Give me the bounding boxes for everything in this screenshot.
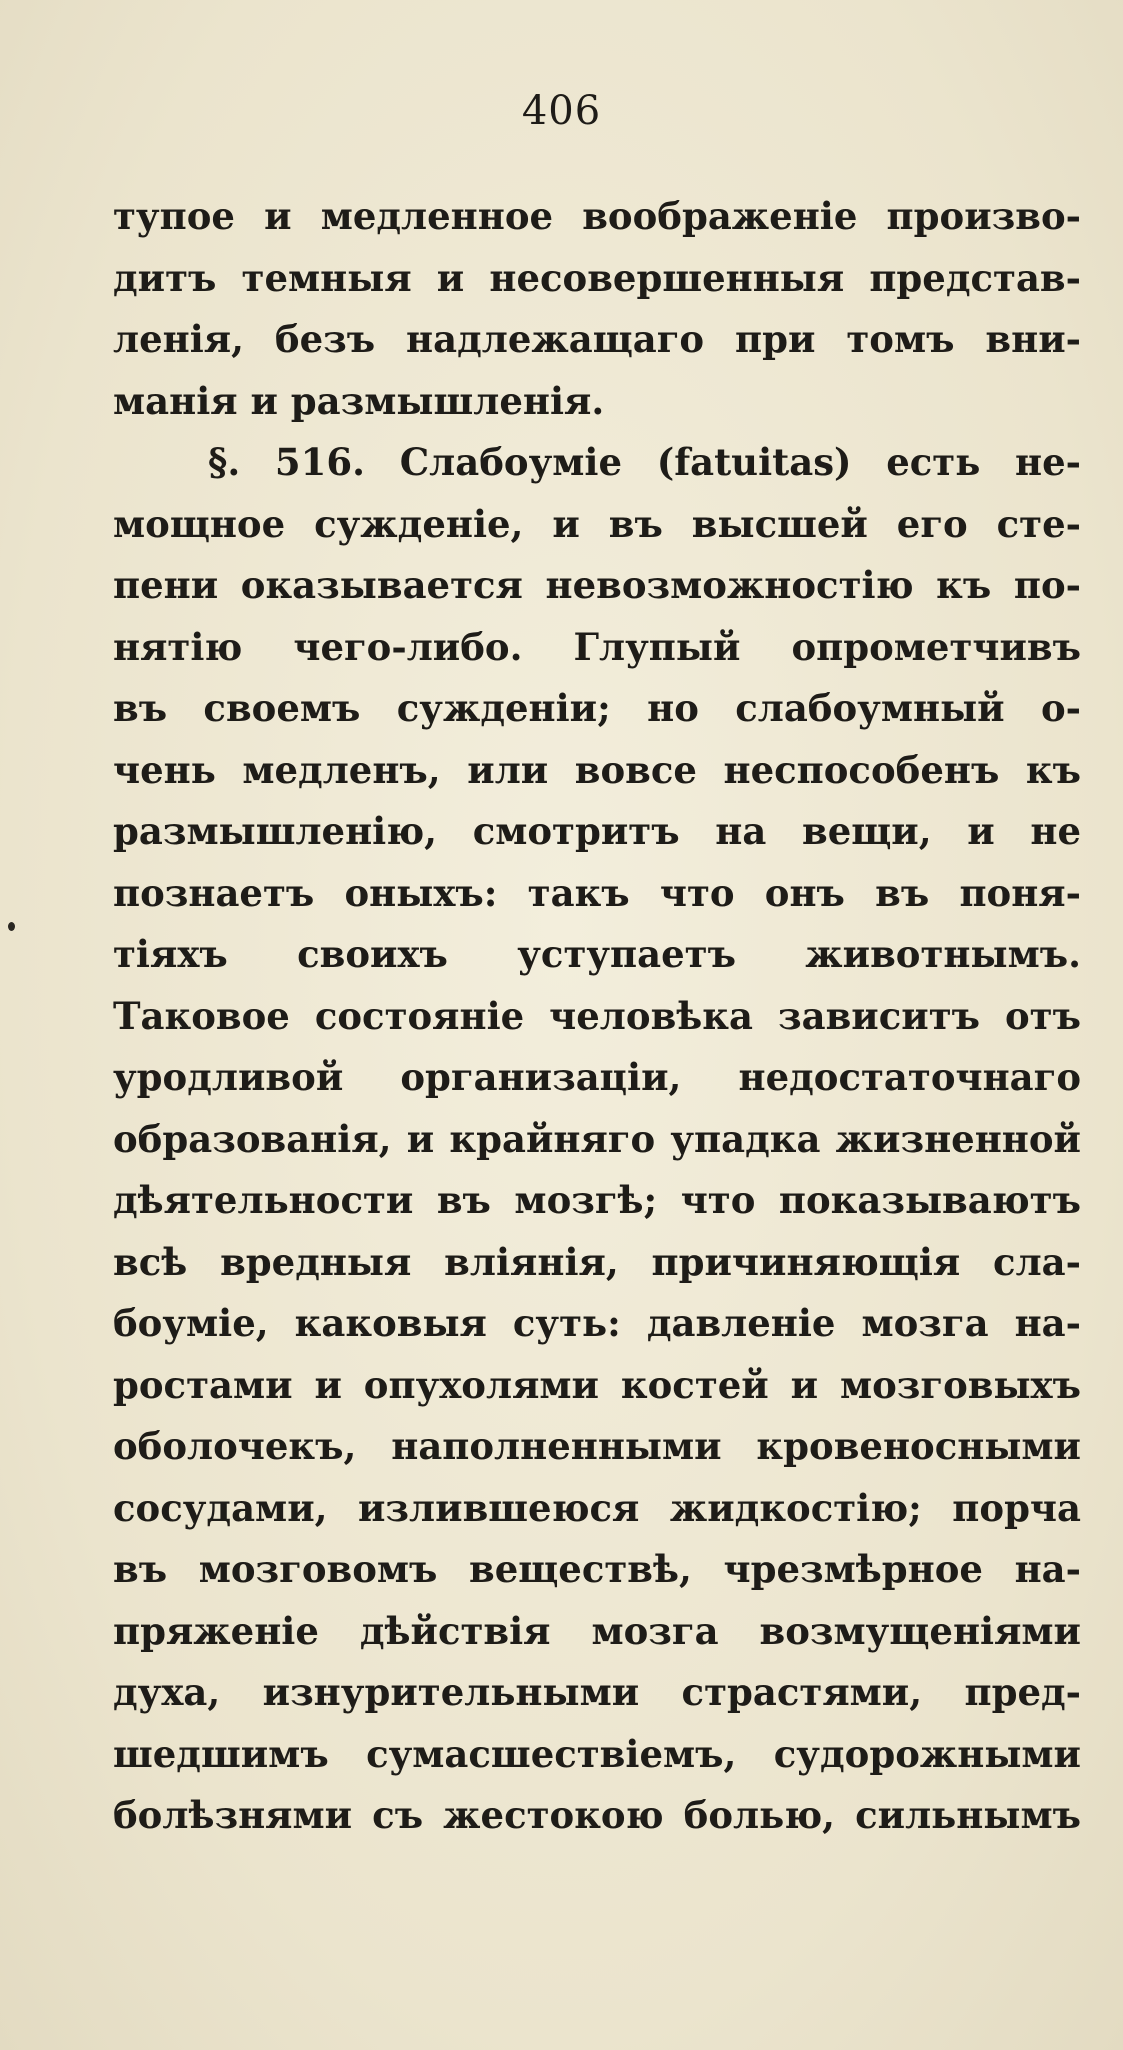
text-line: чень медленъ, или вовсе неспособенъ къ bbox=[113, 747, 1081, 792]
text-line: шедшимъ сумасшествіемъ, судорожными bbox=[113, 1731, 1081, 1776]
text-line: нятію чего-либо. Глупый опрометчивъ bbox=[113, 624, 1081, 669]
section-heading-line: §. 516. Слабоумiе (fatuitas) есть не- bbox=[208, 440, 1081, 484]
text-line: болѣзнями съ жестокою болью, сильнымъ bbox=[113, 1793, 1081, 1837]
text-line: тіяхъ своихъ уступаетъ животнымъ. bbox=[113, 932, 1081, 976]
text-line: ленія, безъ надлежащаго при томъ вни- bbox=[113, 317, 1081, 361]
body-text bbox=[113, 186, 1081, 1847]
text-line: оболочекъ, наполненными кровеносными bbox=[113, 1424, 1081, 1468]
text-line: мощное сужденіе, и въ высшей его сте- bbox=[113, 501, 1081, 546]
text-line: тупое и медленное воображеніе произво- bbox=[113, 194, 1081, 238]
text-line: Таковое состояніе человѣка зависитъ отъ bbox=[113, 993, 1081, 1038]
text-line: познаетъ оныхъ: такъ что онъ въ поня- bbox=[113, 870, 1081, 915]
text-line: всѣ вредныя вліянія, причиняющія сла- bbox=[113, 1239, 1081, 1284]
text-line: размышленію, смотритъ на вещи, и не bbox=[113, 809, 1081, 853]
text-line: манія и размышленія. bbox=[113, 378, 605, 423]
text-line: въ мозговомъ веществѣ, чрезмѣрное на- bbox=[113, 1547, 1081, 1591]
ink-speck bbox=[8, 922, 15, 931]
text-line: образованія, и крайняго упадка жизненной bbox=[113, 1116, 1081, 1161]
text-line: пряженіе дѣйствія мозга возмущеніями bbox=[113, 1608, 1081, 1653]
text-line: духа, изнурительными страстями, пред- bbox=[113, 1670, 1081, 1714]
text-line: ростами и опухолями костей и мозговыхъ bbox=[113, 1362, 1081, 1407]
text-line: уродливой организаціи, недостаточнаго bbox=[113, 1055, 1081, 1099]
text-line: пени оказывается невозможностію къ по- bbox=[113, 563, 1081, 607]
text-line: боумiе, каковыя суть: давленіе мозга на- bbox=[113, 1301, 1081, 1345]
text-line: дѣятельности въ мозгѣ; что показываютъ bbox=[113, 1178, 1081, 1222]
text-line: дитъ темныя и несовершенныя представ- bbox=[113, 255, 1081, 300]
page-number: 406 bbox=[521, 88, 602, 134]
text-line: въ своемъ сужденіи; но слабоумный о- bbox=[113, 686, 1081, 730]
text-line: сосудами, излившеюся жидкостію; порча bbox=[113, 1485, 1081, 1530]
